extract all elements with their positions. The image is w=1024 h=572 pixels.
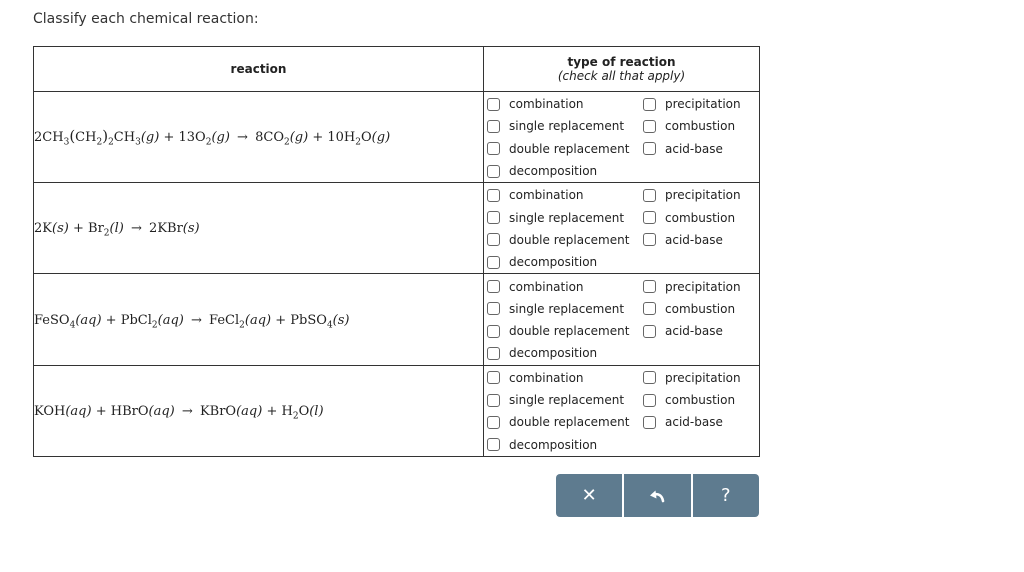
answer-toolbar xyxy=(556,474,759,517)
reaction-type-option[interactable] xyxy=(484,160,640,182)
checkbox[interactable] xyxy=(487,416,500,429)
option-label: decomposition xyxy=(509,437,598,452)
checkbox[interactable] xyxy=(487,438,500,451)
reaction-type-option[interactable] xyxy=(484,367,640,389)
question-icon: ? xyxy=(721,485,731,506)
checkbox[interactable] xyxy=(487,256,500,269)
reaction-type-option[interactable] xyxy=(484,206,640,228)
option-label: combination xyxy=(509,279,584,294)
option-label: combination xyxy=(509,97,584,112)
option-label: decomposition xyxy=(509,255,598,270)
checkbox[interactable] xyxy=(643,233,656,246)
checkbox[interactable] xyxy=(487,371,500,384)
type-column-header xyxy=(484,47,760,92)
checkbox[interactable] xyxy=(487,302,500,315)
options-grid xyxy=(484,366,759,456)
reaction-type-option[interactable] xyxy=(484,411,640,433)
reaction-type-option[interactable] xyxy=(640,320,756,342)
option-label: combustion xyxy=(665,119,736,134)
help-button[interactable] xyxy=(691,474,759,517)
option-label: double replacement xyxy=(509,141,630,156)
option-label: single replacement xyxy=(509,119,625,134)
reaction-type-option[interactable] xyxy=(484,229,640,251)
reaction-column-header: reaction xyxy=(34,47,484,92)
reaction-equation: KOH(aq) + HBrO(aq) → KBrO(aq) + $H_2O(l)$ xyxy=(34,403,324,422)
option-label: double replacement xyxy=(509,232,630,247)
checkbox[interactable] xyxy=(487,347,500,360)
reaction-type-option[interactable] xyxy=(640,115,756,137)
reaction-type-option[interactable] xyxy=(484,275,640,297)
table-row xyxy=(34,274,760,365)
option-label: acid-base xyxy=(665,324,723,339)
undo-button[interactable] xyxy=(622,474,690,517)
checkbox[interactable] xyxy=(643,142,656,155)
checkbox[interactable] xyxy=(487,394,500,407)
option-label: acid-base xyxy=(665,141,723,156)
option-label: precipitation xyxy=(665,188,741,203)
checkbox[interactable] xyxy=(487,120,500,133)
option-label: combination xyxy=(509,370,584,385)
reaction-type-options xyxy=(484,365,760,456)
reaction-type-option[interactable] xyxy=(640,206,756,228)
reaction-equation: $2K(s) + Br_2(l) \to 2KBr(s)$ xyxy=(34,221,200,240)
reaction-table xyxy=(33,46,760,457)
reaction-type-option[interactable] xyxy=(640,138,756,160)
options-grid xyxy=(484,92,759,182)
option-label: decomposition xyxy=(509,164,598,179)
options-grid xyxy=(484,183,759,273)
reaction-type-option[interactable] xyxy=(640,367,756,389)
reaction-equation-cell xyxy=(34,274,484,365)
option-label: double replacement xyxy=(509,415,630,430)
reaction-type-option[interactable] xyxy=(484,433,640,455)
option-label: single replacement xyxy=(509,301,625,316)
option-label: precipitation xyxy=(665,279,741,294)
reaction-type-option[interactable] xyxy=(640,184,756,206)
reaction-type-option[interactable] xyxy=(640,298,756,320)
option-label: precipitation xyxy=(665,97,741,112)
type-column-title: type of reaction xyxy=(567,55,676,69)
x-icon: ✕ xyxy=(581,485,597,506)
question-prompt: Classify each chemical reaction: xyxy=(33,11,259,27)
checkbox[interactable] xyxy=(643,98,656,111)
checkbox[interactable] xyxy=(487,165,500,178)
reaction-type-option[interactable] xyxy=(640,389,756,411)
reaction-type-option[interactable] xyxy=(640,229,756,251)
checkbox[interactable] xyxy=(643,416,656,429)
checkbox[interactable] xyxy=(643,189,656,202)
checkbox[interactable] xyxy=(487,98,500,111)
reaction-equation: $2CH_3(CH_2)_2CH_3(g) + 13O_2(g) \to 8CO_2(g) + 10H_2O(g)$ xyxy=(34,127,391,148)
option-label: acid-base xyxy=(665,415,723,430)
reaction-type-option[interactable] xyxy=(484,93,640,115)
reaction-type-option[interactable] xyxy=(484,138,640,160)
table-row xyxy=(34,92,760,183)
reaction-type-option[interactable] xyxy=(484,115,640,137)
checkbox[interactable] xyxy=(487,233,500,246)
reaction-equation: FeSO$_4$(aq) + PbCl$_2$(aq) → FeCl$_2$(aq) + PbSO$_4$(s) xyxy=(34,312,350,331)
option-label: single replacement xyxy=(509,210,625,225)
checkbox[interactable] xyxy=(487,142,500,155)
option-label: decomposition xyxy=(509,346,598,361)
reaction-type-options xyxy=(484,274,760,365)
reaction-equation-cell xyxy=(34,92,484,183)
checkbox[interactable] xyxy=(643,120,656,133)
table-row xyxy=(34,365,760,456)
reaction-equation-cell xyxy=(34,365,484,456)
checkbox[interactable] xyxy=(487,211,500,224)
checkbox[interactable] xyxy=(643,371,656,384)
reaction-type-option[interactable] xyxy=(484,342,640,364)
checkbox[interactable] xyxy=(643,211,656,224)
checkbox[interactable] xyxy=(643,325,656,338)
checkbox[interactable] xyxy=(643,302,656,315)
reaction-equation-cell xyxy=(34,183,484,274)
option-label: combustion xyxy=(665,393,736,407)
option-label: combustion xyxy=(665,210,736,225)
reaction-type-option[interactable] xyxy=(484,389,640,411)
reaction-type-options xyxy=(484,183,760,274)
type-column-subtitle: (check all that apply) xyxy=(557,69,686,83)
undo-icon xyxy=(647,488,667,504)
checkbox[interactable] xyxy=(487,189,500,202)
option-label: combination xyxy=(509,188,584,203)
clear-button[interactable] xyxy=(556,474,622,517)
reaction-type-option[interactable] xyxy=(484,251,640,273)
option-label: precipitation xyxy=(665,370,741,385)
option-label: combustion xyxy=(665,301,736,316)
option-label: acid-base xyxy=(665,232,723,247)
checkbox[interactable] xyxy=(487,280,500,293)
reaction-type-options xyxy=(484,92,760,183)
option-label: single replacement xyxy=(509,393,625,407)
checkbox[interactable] xyxy=(643,280,656,293)
reaction-type-option[interactable] xyxy=(640,275,756,297)
option-label: double replacement xyxy=(509,324,630,339)
reaction-type-option[interactable] xyxy=(640,93,756,115)
reaction-type-option[interactable] xyxy=(484,184,640,206)
reaction-type-option[interactable] xyxy=(484,320,640,342)
reaction-type-option[interactable] xyxy=(484,298,640,320)
reaction-type-option[interactable] xyxy=(640,411,756,433)
options-grid xyxy=(484,274,759,364)
checkbox[interactable] xyxy=(487,325,500,338)
table-row xyxy=(34,183,760,274)
checkbox[interactable] xyxy=(643,394,656,407)
